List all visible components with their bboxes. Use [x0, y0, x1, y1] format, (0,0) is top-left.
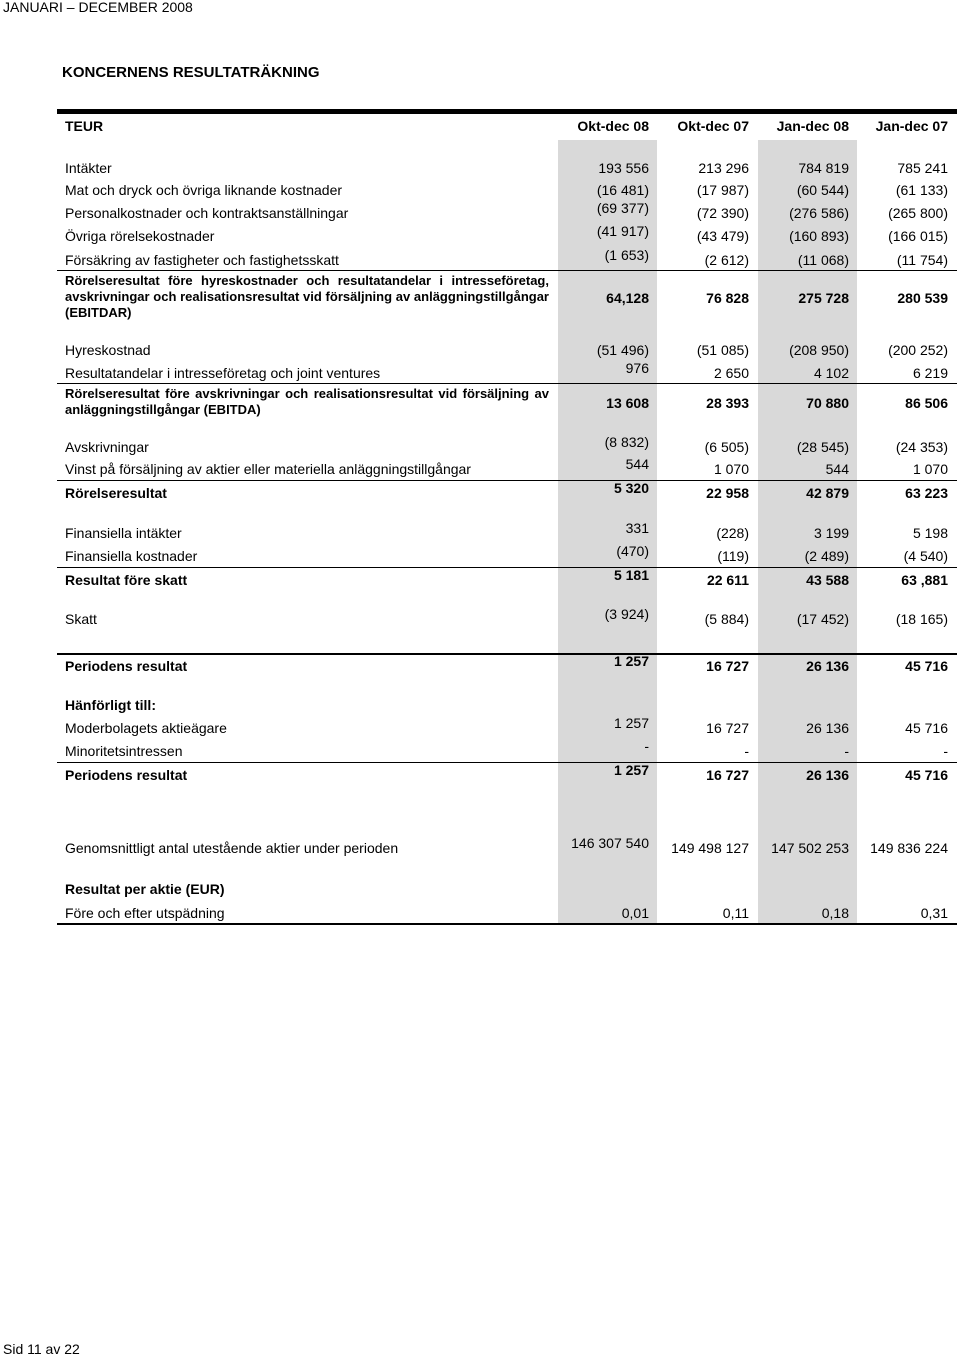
value-jan-dec-07: 45 716 — [905, 658, 948, 674]
value-jan-dec-07: 86 506 — [905, 395, 948, 411]
row-label: Genomsnittligt antal utestående aktier under perioden — [65, 840, 399, 856]
row-label: Periodens resultat — [65, 767, 188, 783]
row-label: Rörelseresultat — [65, 485, 167, 501]
row-label: Periodens resultat — [65, 658, 188, 674]
row-label: Försäkring av fastigheter och fastighetsskatt — [65, 252, 339, 268]
value-okt-dec-08: - — [644, 738, 649, 754]
value-jan-dec-08: (2 489) — [804, 548, 849, 564]
value-jan-dec-07: (265 800) — [888, 205, 948, 221]
row-label: Övriga rörelsekostnader — [65, 228, 215, 244]
value-okt-dec-07: 28 393 — [706, 395, 749, 411]
value-okt-dec-08: 1 257 — [613, 715, 649, 731]
value-okt-dec-07: 0,11 — [722, 905, 749, 921]
value-jan-dec-07: (166 015) — [888, 228, 948, 244]
header-col-jan-dec-07: Jan-dec 07 — [875, 118, 948, 134]
value-okt-dec-07: 2 650 — [713, 365, 749, 381]
value-jan-dec-07: - — [943, 743, 948, 759]
value-okt-dec-08: 13 608 — [606, 395, 649, 411]
value-jan-dec-07: 785 241 — [897, 160, 948, 176]
value-jan-dec-08: (276 586) — [789, 205, 849, 221]
value-jan-dec-08: - — [844, 743, 849, 759]
value-jan-dec-07: 45 716 — [905, 767, 948, 783]
value-okt-dec-07: (51 085) — [696, 342, 749, 358]
value-okt-dec-07: 76 828 — [706, 290, 749, 306]
value-jan-dec-08: (11 068) — [797, 252, 849, 268]
value-jan-dec-07: 0,31 — [920, 905, 948, 921]
value-jan-dec-08: 43 588 — [806, 572, 849, 588]
table-bottom-rule — [57, 923, 957, 925]
value-okt-dec-07: (43 479) — [696, 228, 749, 244]
header-label-teur: TEUR — [65, 118, 104, 134]
value-okt-dec-08: (3 924) — [604, 606, 649, 622]
value-jan-dec-08: (160 893) — [789, 228, 849, 244]
table-top-rule — [57, 109, 957, 114]
row-divider — [57, 480, 957, 481]
row-label: Finansiella intäkter — [65, 525, 182, 541]
period-header: JANUARI – DECEMBER 2008 — [3, 0, 193, 15]
value-okt-dec-07: (72 390) — [696, 205, 749, 221]
value-okt-dec-07: (119) — [717, 548, 749, 564]
value-okt-dec-07: 213 296 — [698, 160, 749, 176]
row-label: Mat och dryck och övriga liknande kostnader — [65, 182, 343, 198]
row-label: Resultat före skatt — [65, 572, 188, 588]
value-jan-dec-08: 3 199 — [813, 525, 849, 541]
value-okt-dec-07: (228) — [716, 525, 749, 541]
value-okt-dec-07: 16 727 — [706, 658, 749, 674]
value-okt-dec-08: 64,128 — [606, 290, 649, 306]
row-divider — [57, 567, 957, 568]
value-jan-dec-07: 6 219 — [912, 365, 948, 381]
value-okt-dec-08: 0,01 — [621, 905, 649, 921]
row-divider — [57, 653, 957, 655]
value-okt-dec-08: 5 320 — [613, 480, 649, 496]
value-okt-dec-08: (69 377) — [596, 200, 649, 216]
row-divider — [57, 383, 957, 384]
row-label: Avskrivningar — [65, 439, 149, 455]
value-jan-dec-08: 544 — [825, 461, 849, 477]
value-jan-dec-08: 4 102 — [813, 365, 849, 381]
row-label: Skatt — [65, 611, 97, 627]
value-okt-dec-07: 149 498 127 — [671, 840, 749, 856]
value-jan-dec-07: (4 540) — [903, 548, 948, 564]
value-okt-dec-07: (2 612) — [704, 252, 749, 268]
header-col-jan-dec-08: Jan-dec 08 — [776, 118, 849, 134]
value-jan-dec-08: (28 545) — [796, 439, 849, 455]
header-col-okt-dec-07: Okt-dec 07 — [677, 118, 749, 134]
value-okt-dec-08: (1 653) — [604, 247, 649, 263]
value-jan-dec-08: 784 819 — [798, 160, 849, 176]
value-jan-dec-08: 26 136 — [806, 658, 849, 674]
value-jan-dec-08: 147 502 253 — [771, 840, 849, 856]
value-jan-dec-07: 63 ,881 — [901, 572, 948, 588]
value-okt-dec-07: (5 884) — [704, 611, 749, 627]
row-divider — [57, 270, 957, 271]
value-jan-dec-07: (18 165) — [895, 611, 948, 627]
value-jan-dec-07: 280 539 — [897, 290, 948, 306]
value-jan-dec-08: 42 879 — [806, 485, 849, 501]
value-jan-dec-08: 275 728 — [798, 290, 849, 306]
value-jan-dec-07: 1 070 — [912, 461, 948, 477]
row-label: Vinst på försäljning av aktier eller materiella anläggningstillgångar — [65, 461, 471, 477]
row-label: Intäkter — [65, 160, 112, 176]
value-okt-dec-07: (17 987) — [696, 182, 749, 198]
page-footer: Sid 11 av 22 — [3, 1341, 80, 1357]
section-heading: Hänförligt till: — [65, 697, 156, 713]
value-okt-dec-08: 1 257 — [613, 762, 649, 778]
value-okt-dec-07: 16 727 — [706, 720, 749, 736]
row-label: Minoritetsintressen — [65, 743, 183, 759]
page-title: KONCERNENS RESULTATRÄKNING — [62, 64, 320, 81]
value-jan-dec-07: 45 716 — [905, 720, 948, 736]
value-okt-dec-08: 331 — [625, 520, 649, 536]
value-jan-dec-08: (60 544) — [796, 182, 849, 198]
value-okt-dec-08: 146 307 540 — [571, 835, 649, 851]
value-jan-dec-08: 70 880 — [806, 395, 849, 411]
row-label: Moderbolagets aktieägare — [65, 720, 227, 736]
value-okt-dec-07: 22 611 — [706, 572, 749, 588]
value-jan-dec-08: 0,18 — [821, 905, 849, 921]
value-okt-dec-08: 544 — [625, 456, 649, 472]
row-label: Finansiella kostnader — [65, 548, 198, 564]
row-divider — [57, 762, 957, 763]
value-jan-dec-08: 26 136 — [806, 720, 849, 736]
value-okt-dec-08: (51 496) — [596, 342, 649, 358]
row-label: Rörelseresultat före hyreskostnader och resultatandelar i intresseföretag, avskrivningar och realisationsresultat vid försäljning av anläggningstillgångar (EBITDAR) — [65, 273, 549, 320]
value-jan-dec-07: (61 133) — [895, 182, 948, 198]
value-okt-dec-07: (6 505) — [704, 439, 749, 455]
value-okt-dec-08: (16 481) — [596, 182, 649, 198]
row-label: Resultatandelar i intresseföretag och joint ventures — [65, 365, 381, 381]
value-okt-dec-08: 976 — [625, 360, 649, 376]
value-jan-dec-07: (24 353) — [895, 439, 948, 455]
row-label: Rörelseresultat före avskrivningar och realisationsresultat vid försäljning av anläggningstillgångar (EBITDA) — [65, 386, 549, 417]
header-col-okt-dec-08: Okt-dec 08 — [577, 118, 649, 134]
value-jan-dec-07: (11 754) — [896, 252, 948, 268]
section-heading: Resultat per aktie (EUR) — [65, 881, 225, 897]
value-jan-dec-08: (17 452) — [796, 611, 849, 627]
value-okt-dec-08: 193 556 — [598, 160, 649, 176]
value-okt-dec-07: 22 958 — [706, 485, 749, 501]
value-okt-dec-07: - — [744, 743, 749, 759]
value-okt-dec-08: (470) — [616, 543, 649, 559]
value-jan-dec-08: 26 136 — [806, 767, 849, 783]
value-jan-dec-07: 149 836 224 — [870, 840, 948, 856]
value-okt-dec-07: 1 070 — [713, 461, 749, 477]
row-label: Före och efter utspädning — [65, 905, 225, 921]
value-okt-dec-08: 5 181 — [613, 567, 649, 583]
value-okt-dec-08: (8 832) — [604, 434, 649, 450]
value-okt-dec-07: 16 727 — [706, 767, 749, 783]
value-jan-dec-08: (208 950) — [789, 342, 849, 358]
value-jan-dec-07: (200 252) — [888, 342, 948, 358]
row-label: Personalkostnader och kontraktsanställningar — [65, 205, 349, 221]
value-okt-dec-08: (41 917) — [596, 223, 649, 239]
row-label: Hyreskostnad — [65, 342, 151, 358]
value-jan-dec-07: 63 223 — [905, 485, 948, 501]
value-okt-dec-08: 1 257 — [613, 653, 649, 669]
value-jan-dec-07: 5 198 — [912, 525, 948, 541]
